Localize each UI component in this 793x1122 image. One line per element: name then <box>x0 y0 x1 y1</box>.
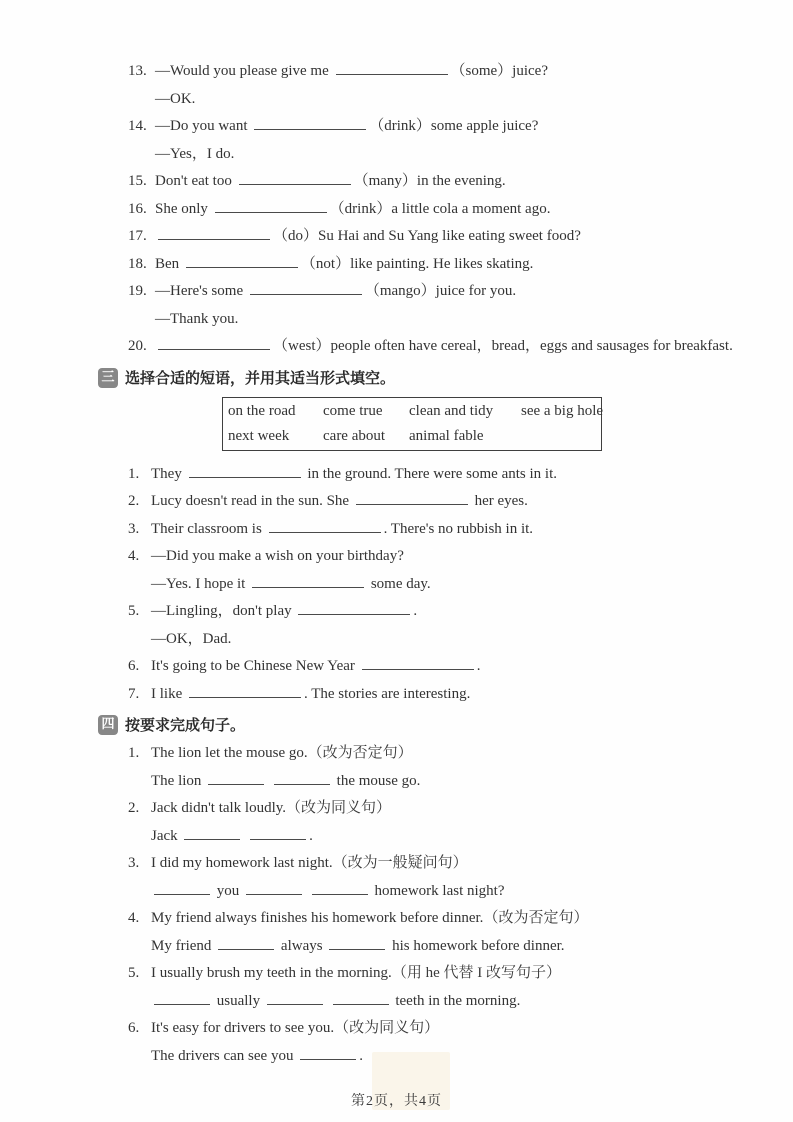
answer-blank[interactable] <box>250 824 306 840</box>
item-number: 1. <box>128 465 140 482</box>
section-phrase-fill <box>0 365 793 709</box>
sentence-text <box>326 993 330 1009</box>
section-four-marker-icon: 四 <box>98 715 118 735</box>
sentence-text: Jack <box>151 827 182 844</box>
exercise-item <box>128 168 763 196</box>
exercise-item <box>128 58 763 113</box>
item-number: 18. <box>128 255 147 272</box>
answer-blank[interactable] <box>362 654 474 670</box>
exercise-item <box>128 543 763 598</box>
sentence-text: usually <box>213 992 264 1009</box>
text-line <box>151 516 763 544</box>
exercise-item <box>128 516 763 544</box>
exercise-item <box>128 598 763 653</box>
item-number: 1. <box>128 745 140 761</box>
sentence-text: I usually brush my teeth in the morning. <box>151 965 392 981</box>
sentence-text: —Did you make a wish on your birthday? <box>151 548 404 564</box>
item-number: 16. <box>128 200 147 217</box>
answer-blank[interactable] <box>158 334 270 350</box>
sentence-text: —Would you please give me <box>155 63 333 79</box>
exercise-item <box>128 278 763 333</box>
section-three-marker-icon: 三 <box>98 368 118 388</box>
sentence-text: —Do you want <box>155 118 252 134</box>
answer-blank[interactable] <box>312 879 368 895</box>
sentence-text: The lion <box>151 772 206 789</box>
text-line <box>151 488 763 516</box>
answer-blank[interactable] <box>252 572 364 588</box>
item-number: 19. <box>128 283 147 299</box>
word-form-items <box>128 58 763 361</box>
exercise-item <box>128 488 763 516</box>
answer-blank[interactable] <box>154 879 210 895</box>
sentence-text: It's going to be Chinese New Year <box>151 658 359 674</box>
answer-blank[interactable] <box>186 252 298 268</box>
sentence-text: . The stories are interesting. <box>304 685 471 702</box>
sentence-text: . <box>413 603 418 619</box>
sentence-text <box>305 883 309 899</box>
sentence-text: Jack didn't talk loudly. <box>151 800 287 816</box>
sentence-text: My friend <box>151 937 216 954</box>
sentence-text: My friend always finishes his homework before dinner. <box>151 910 484 926</box>
sentence-text: teeth in the morning. <box>391 992 521 1009</box>
item-number: 5. <box>128 965 140 981</box>
item-number: 7. <box>128 685 140 702</box>
answer-blank[interactable] <box>329 934 385 950</box>
sentence-text <box>267 773 271 789</box>
text-line <box>151 960 763 988</box>
sentence-text: in the ground. There were some ants in it. <box>303 465 557 482</box>
phrase-option: on the road <box>228 402 296 419</box>
rewrite-items <box>128 740 763 1070</box>
text-line <box>151 626 763 654</box>
text-line <box>151 905 763 933</box>
sentence-text: —OK，Dad. <box>151 630 232 647</box>
text-line <box>155 168 763 196</box>
item-number: 17. <box>128 228 147 244</box>
phrase-option: next week <box>228 427 290 444</box>
item-number: 20. <box>128 338 147 354</box>
instruction-hint: （用 he 代替 I 改写句子） <box>391 965 561 981</box>
phrase-option: animal fable <box>409 427 484 444</box>
section-rewrite-sentences <box>0 712 793 1070</box>
answer-blank[interactable] <box>250 279 362 295</box>
sentence-text: some day. <box>367 575 431 592</box>
phrase-option: care about <box>323 427 386 444</box>
item-number: 2. <box>128 800 140 816</box>
text-line <box>151 988 763 1016</box>
text-line <box>151 598 763 626</box>
item-number: 4. <box>128 910 140 926</box>
sentence-text: you <box>213 882 243 899</box>
exercise-item <box>128 850 763 905</box>
sentence-text: It's easy for drivers to see you. <box>151 1020 335 1036</box>
exercise-item <box>128 740 763 795</box>
instruction-hint: （改为同义句） <box>286 800 392 816</box>
sentence-text: . There's no rubbish in it. <box>383 520 534 537</box>
instruction-hint: （改为一般疑问句） <box>332 855 468 871</box>
answer-blank[interactable] <box>189 682 301 698</box>
section-three-header <box>98 365 793 391</box>
phrase-fill-items <box>128 461 763 709</box>
item-number: 4. <box>128 548 140 564</box>
item-number: 3. <box>128 520 140 537</box>
instruction-hint: （改为同义句） <box>334 1020 440 1036</box>
answer-blank[interactable] <box>215 197 327 213</box>
text-line <box>151 823 763 851</box>
instruction-hint: （改为否定句） <box>307 745 413 761</box>
item-number: 14. <box>128 118 147 134</box>
sentence-text: （west）people often have cereal，bread，eggs and sausages for breakfast. <box>273 338 733 354</box>
answer-blank[interactable] <box>254 114 366 130</box>
answer-blank[interactable] <box>356 489 468 505</box>
text-line <box>151 1015 763 1043</box>
text-line <box>151 681 763 709</box>
sentence-text: his homework before dinner. <box>388 937 565 954</box>
text-line <box>151 878 763 906</box>
text-line <box>151 795 763 823</box>
exercise-item <box>128 960 763 1015</box>
sentence-text: . <box>359 1047 363 1064</box>
sentence-text: Ben <box>155 255 183 272</box>
text-line <box>155 278 763 306</box>
exercise-item <box>128 461 763 489</box>
sentence-text: They <box>151 465 186 482</box>
sentence-text: —Here's some <box>155 283 247 299</box>
answer-blank[interactable] <box>267 989 323 1005</box>
sentence-text: the mouse go. <box>332 772 421 789</box>
text-line <box>151 1043 763 1071</box>
sentence-text: （not）like painting. He likes skating. <box>300 255 534 272</box>
phrase-option: see a big hole <box>521 402 604 419</box>
text-line <box>151 740 763 768</box>
answer-blank[interactable] <box>158 224 270 240</box>
sentence-text <box>243 828 247 844</box>
text-line <box>151 768 763 796</box>
text-line <box>155 141 763 169</box>
sentence-text: The drivers can see you <box>151 1047 298 1064</box>
sentence-text: Their classroom is <box>151 520 266 537</box>
exercise-item <box>128 251 763 279</box>
text-line <box>155 196 763 224</box>
answer-blank[interactable] <box>274 769 330 785</box>
answer-blank[interactable] <box>300 1044 356 1060</box>
sentence-text: —Lingling，don't play <box>151 603 296 619</box>
item-number: 13. <box>128 63 147 79</box>
sentence-text: —Yes，I do. <box>155 145 235 162</box>
sentence-text: . <box>476 658 481 674</box>
item-number: 3. <box>128 855 140 871</box>
sentence-text: Lucy doesn't read in the sun. She <box>151 493 353 509</box>
sentence-text: —OK. <box>155 90 196 107</box>
text-line <box>151 653 763 681</box>
text-line <box>151 933 763 961</box>
exercise-item <box>128 223 763 251</box>
sentence-text: always <box>277 937 327 954</box>
sentence-text: —Yes. I hope it <box>151 575 250 592</box>
exercise-item <box>128 905 763 960</box>
phrase-word-bank <box>222 397 602 451</box>
exercise-item <box>128 681 763 709</box>
sentence-text: her eyes. <box>470 493 528 509</box>
text-line <box>155 251 763 279</box>
exercise-item <box>128 333 763 361</box>
exercise-item <box>128 196 763 224</box>
exercise-item <box>128 795 763 850</box>
item-number: 6. <box>128 1020 140 1036</box>
sentence-text: She only <box>155 200 212 217</box>
phrase-option <box>521 424 603 449</box>
phrase-option: come true <box>323 402 383 419</box>
answer-blank[interactable] <box>208 769 264 785</box>
sentence-text: （drink）a little cola a moment ago. <box>329 200 551 217</box>
sentence-text: Don't eat too <box>155 173 236 189</box>
sentence-text: homework last night? <box>370 882 505 899</box>
answer-blank[interactable] <box>246 879 302 895</box>
text-line <box>155 86 763 114</box>
exercise-item <box>128 653 763 681</box>
sentence-text: （do）Su Hai and Su Yang like eating sweet food? <box>273 228 581 244</box>
text-line <box>151 543 763 571</box>
sentence-text: The lion let the mouse go. <box>151 745 308 761</box>
answer-blank[interactable] <box>218 934 274 950</box>
answer-blank[interactable] <box>269 517 381 533</box>
answer-blank[interactable] <box>239 169 351 185</box>
text-line <box>155 223 763 251</box>
sentence-text: I did my homework last night. <box>151 855 333 871</box>
item-number: 5. <box>128 603 140 619</box>
page-number: 第2页，共4页 <box>351 1094 442 1109</box>
answer-blank[interactable] <box>333 989 389 1005</box>
answer-blank[interactable] <box>184 824 240 840</box>
text-line <box>155 333 763 361</box>
text-line <box>151 461 763 489</box>
exercise-item <box>128 113 763 168</box>
section-word-forms <box>0 58 793 361</box>
answer-blank[interactable] <box>154 989 210 1005</box>
phrase-option: clean and tidy <box>409 402 494 419</box>
text-line <box>155 113 763 141</box>
section-three-title: 选择合适的短语，并用其适当形式填空。 <box>125 368 396 387</box>
sentence-text: I like <box>151 685 186 702</box>
text-line <box>155 306 763 334</box>
item-number: 2. <box>128 493 140 509</box>
item-number: 15. <box>128 173 147 189</box>
sentence-text: —Thank you. <box>155 310 239 327</box>
instruction-hint: （改为否定句） <box>483 910 589 926</box>
sentence-text: （drink）some apple juice? <box>369 118 539 134</box>
sentence-text: . <box>309 827 313 844</box>
sentence-text: （many）in the evening. <box>353 173 506 189</box>
section-four-header <box>98 712 793 738</box>
text-line <box>151 850 763 878</box>
sentence-text: （mango）juice for you. <box>364 283 517 299</box>
answer-blank[interactable] <box>336 59 448 75</box>
section-four-title: 按要求完成句子。 <box>125 716 246 734</box>
answer-blank[interactable] <box>189 462 301 478</box>
text-line <box>151 571 763 599</box>
sentence-text: （some）juice? <box>450 63 548 79</box>
text-line <box>155 58 763 86</box>
answer-blank[interactable] <box>298 599 410 615</box>
item-number: 6. <box>128 658 140 674</box>
